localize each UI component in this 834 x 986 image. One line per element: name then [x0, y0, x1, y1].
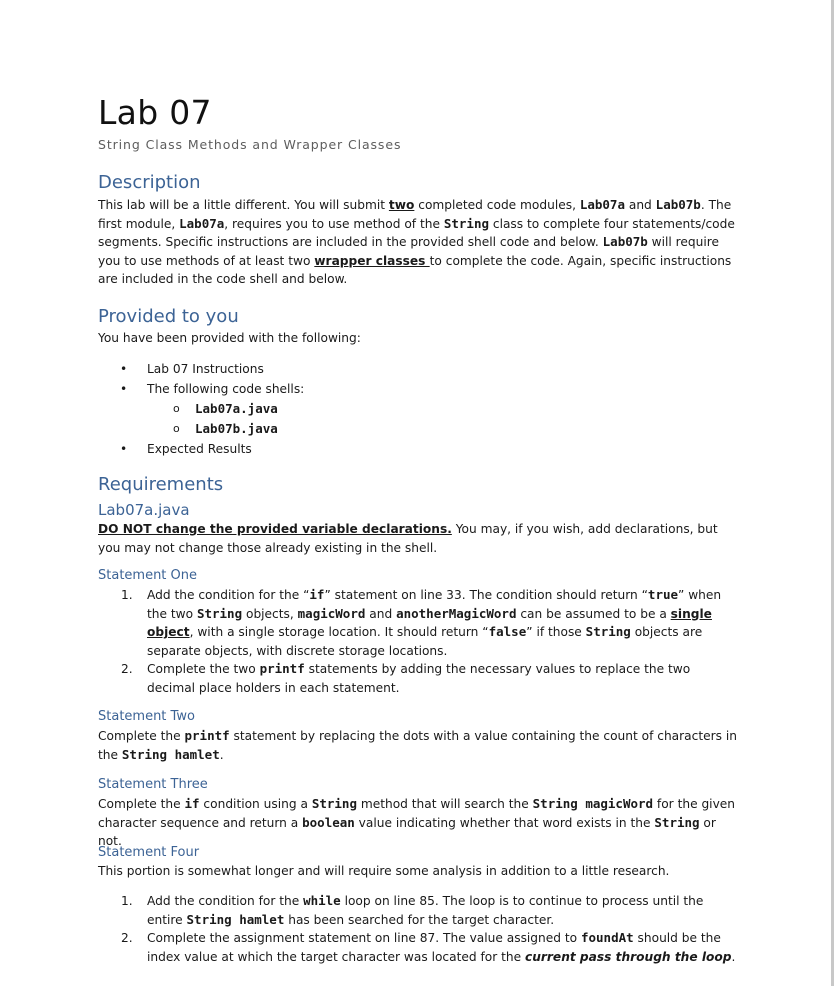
statement-four-heading: Statement Four — [98, 845, 200, 860]
document-subtitle: String Class Methods and Wrapper Classes — [98, 137, 402, 152]
statement-one-list — [98, 586, 738, 698]
statement-two-heading: Statement Two — [98, 709, 195, 724]
requirements-heading: Requirements — [98, 474, 224, 495]
description-heading: Description — [98, 172, 201, 193]
provided-heading: Provided to you — [98, 306, 239, 327]
statement-four-list — [98, 892, 738, 966]
list-item: 1. Add the condition for the while loop on line 85. The loop is to continue to process until the entire String hamlet has been searched for the target character. — [121, 893, 704, 927]
requirements-paragraph: DO NOT change the provided variable declarations. You may, if you wish, add declarations, but you may not change those already existing in the shell. — [98, 522, 718, 555]
code-shell-list — [147, 399, 304, 439]
description-paragraph: This lab will be a little different. You will submit two completed code modules, Lab07a and Lab07b. The first module, Lab07a, requires you to use method of the String class to complete four statements/code segments. Specific instructions are included in the provided shell code and below. Lab07b will require you to use methods of at least two wrapper classes to complete the code. Again, specific instructions are included in the code shell and below. — [98, 197, 735, 287]
list-item: • Expected Results — [120, 442, 252, 456]
document-title: Lab 07 — [98, 93, 212, 132]
list-item: • Lab 07 Instructions — [120, 362, 264, 376]
provided-list — [98, 359, 304, 459]
provided-intro: You have been provided with the following: — [98, 331, 361, 345]
list-item: 2. Complete the two printf statements by adding the necessary values to replace the two decimal place holders in each statement. — [121, 661, 691, 695]
list-item: 2. Complete the assignment statement on line 87. The value assigned to foundAt should be the index value at which the target character was located for the current pass through the loop. — [121, 930, 736, 964]
list-item: o Lab07b.java — [173, 421, 278, 436]
list-item: o Lab07a.java — [173, 401, 278, 416]
list-item: • The following code shells: o Lab07a.java o Lab07b.java — [98, 379, 304, 439]
statement-three-paragraph: Complete the if condition using a String method that will search the String magicWord for the given character sequence and return a boolean value indicating whether that word exists in the String or not. — [98, 796, 736, 849]
statement-one-heading: Statement One — [98, 568, 198, 583]
statement-three-heading: Statement Three — [98, 777, 208, 792]
list-item: 1. Add the condition for the “if” statement on line 33. The condition should return “true” when the two String objects, magicWord and anotherMagicWord can be assumed to be a single object, with a single storage location. It should return “false” if those String objects are separate objects, with discrete storage locations. — [121, 587, 722, 658]
statement-four-intro: This portion is somewhat longer and will require some analysis in addition to a little research. — [98, 864, 670, 878]
statement-two-paragraph: Complete the printf statement by replacing the dots with a value containing the count of characters in the String hamlet. — [98, 728, 737, 762]
lab07a-heading: Lab07a.java — [98, 501, 190, 519]
